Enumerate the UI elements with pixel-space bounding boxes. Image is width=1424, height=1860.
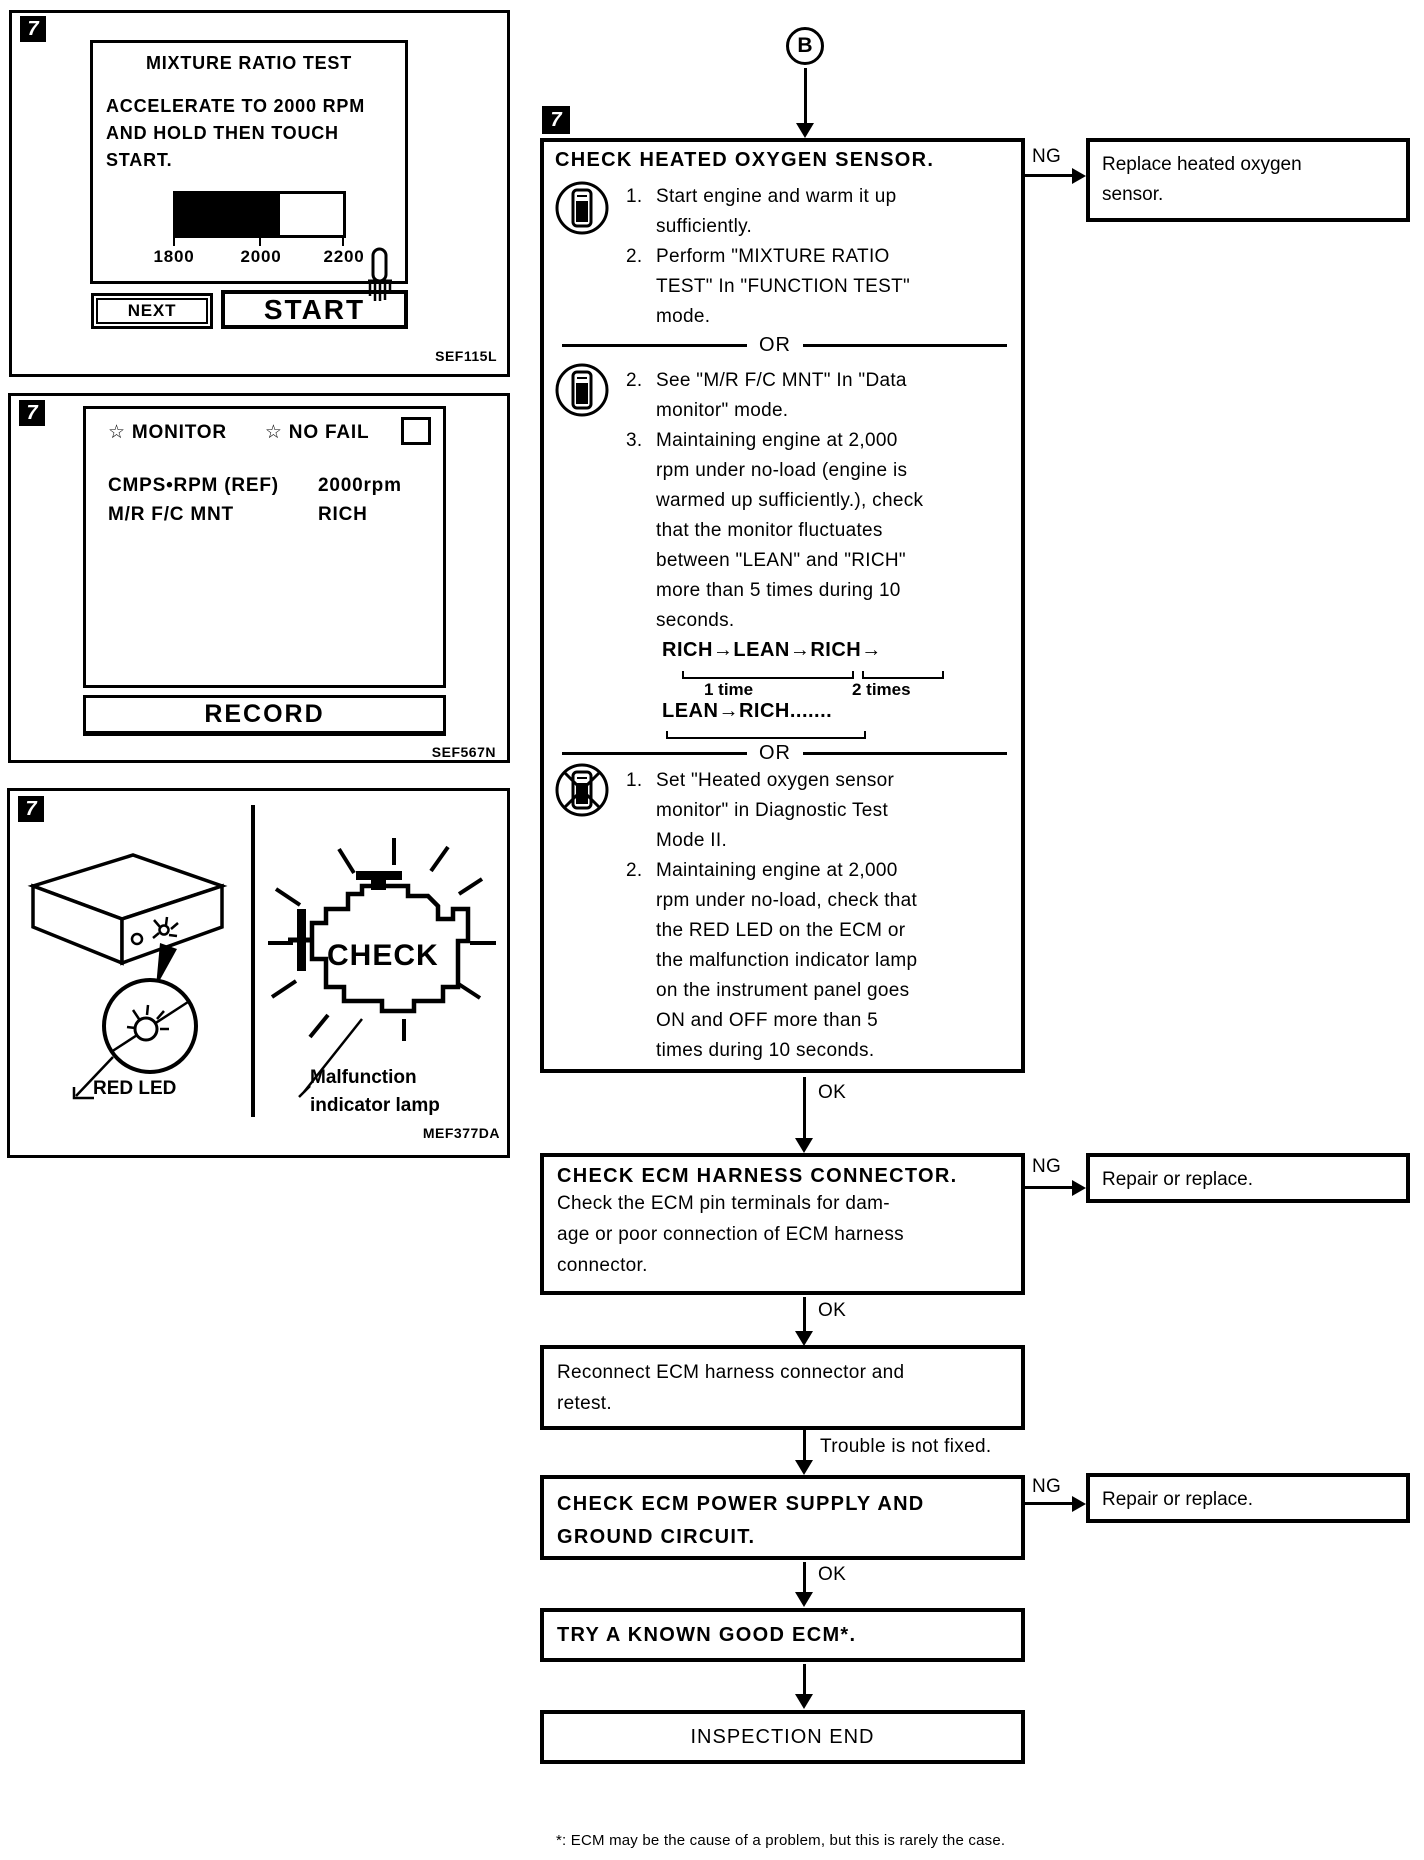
step3-reconnect-retest <box>540 1345 1025 1430</box>
item-number: 2. <box>626 860 643 881</box>
step2-title: CHECK ECM HARNESS CONNECTOR. <box>557 1165 958 1187</box>
monitor-rows <box>108 471 428 529</box>
flow-arrow-line <box>803 1664 806 1696</box>
screen-checkbox <box>401 417 431 445</box>
monitor-row-label: CMPS•RPM (REF) <box>108 475 279 496</box>
record-button: RECORD <box>83 695 446 736</box>
figure-mixture-ratio-test <box>9 10 510 377</box>
ok-label: OK <box>818 1082 847 1103</box>
sequence-bracket <box>682 671 854 679</box>
ok-arrowhead <box>795 1138 813 1153</box>
item-text: Maintaining engine at 2,000 rpm under no-load (engine is warmed up sufficiently.), check that the monitor fluctuates between "LEAN" and "RICH" more than 5 times during 10 seconds. <box>656 430 924 631</box>
result-repair-replace <box>1086 1473 1410 1523</box>
figure-code: SEF567N <box>431 744 496 760</box>
gauge-tick-label: 2200 <box>323 247 365 266</box>
item-number: 3. <box>626 430 643 451</box>
ng-arrow-line <box>1025 1502 1075 1505</box>
step6-title: INSPECTION END <box>690 1725 875 1748</box>
ng-label: NG <box>1032 1156 1062 1177</box>
monitor-row <box>108 471 428 500</box>
mil-label: Malfunction indicator lamp <box>310 1067 440 1116</box>
item-text: Maintaining engine at 2,000 rpm under no-load, check that the RED LED on the ECM or the malfunction indicator lamp on the instrument panel goes ON and OFF more than 5 times during 10 seconds. <box>656 860 918 1061</box>
step-number-badge: 7 <box>542 106 570 134</box>
sequence-bracket <box>666 731 866 739</box>
or-divider <box>562 742 1007 765</box>
list-item <box>626 182 1018 242</box>
item-text: Start engine and warm it up sufficiently. <box>656 186 897 237</box>
flow-arrow-line <box>804 68 807 126</box>
ng-arrow-line <box>1025 174 1075 177</box>
gauge-tick <box>342 238 344 246</box>
bracket-label: 1 time <box>704 680 754 699</box>
no-consult-tool-icon <box>554 762 610 818</box>
ng-arrowhead <box>1072 168 1086 184</box>
ng-arrowhead <box>1072 1496 1086 1512</box>
trouble-not-fixed-label: Trouble is not fixed. <box>820 1436 992 1457</box>
item-number: 1. <box>626 186 643 207</box>
step3-text: Reconnect ECM harness connector and retest. <box>557 1362 905 1414</box>
consult-screen <box>83 406 446 688</box>
step1-check-heated-oxygen-sensor <box>540 138 1025 1073</box>
step4-check-ecm-power-ground <box>540 1475 1025 1560</box>
figure-number-badge: 7 <box>18 796 44 822</box>
ok-label: OK <box>818 1300 847 1321</box>
screen-instructions: ACCELERATE TO 2000 RPM AND HOLD THEN TOUCH START. <box>106 96 365 170</box>
step5-title: TRY A KNOWN GOOD ECM*. <box>557 1624 857 1646</box>
divider-line <box>803 752 1007 755</box>
ok-arrow-line <box>803 1077 806 1139</box>
result-text: Repair or replace. <box>1102 1489 1254 1510</box>
start-button: START <box>221 290 408 329</box>
flow-arrowhead <box>795 1460 813 1475</box>
no-fail-label: ☆ NO FAIL <box>264 422 370 443</box>
monitor-label: ☆ MONITOR <box>108 422 227 443</box>
step1-method-c-list <box>626 766 1018 1066</box>
ng-label: NG <box>1032 1476 1062 1497</box>
flow-arrowhead <box>796 123 814 138</box>
item-text: See "M/R F/C MNT" In "Data monitor" mode. <box>656 370 907 421</box>
gauge-tick-label: 2000 <box>240 247 282 266</box>
gauge-tick <box>173 238 175 246</box>
item-number: 1. <box>626 770 643 791</box>
flow-arrowhead <box>795 1694 813 1709</box>
monitor-row-value: 2000rpm <box>318 475 402 496</box>
ng-arrowhead <box>1072 1180 1086 1196</box>
next-button: NEXT <box>91 293 213 329</box>
divider-line <box>562 752 747 755</box>
figure-data-monitor <box>8 393 510 763</box>
monitor-header <box>108 421 369 444</box>
result-text: Repair or replace. <box>1102 1169 1254 1190</box>
ok-label: OK <box>818 1564 847 1585</box>
step2-text: Check the ECM pin terminals for dam- age or poor connection of ECM harness connector. <box>557 1193 904 1276</box>
figure-code: SEF115L <box>435 348 497 364</box>
ok-arrowhead <box>795 1331 813 1346</box>
result-repair-replace <box>1086 1153 1410 1203</box>
figure-number-badge: 7 <box>20 16 46 42</box>
step2-check-ecm-harness <box>540 1153 1025 1295</box>
consult-tool-icon <box>554 362 610 418</box>
ok-arrow-line <box>803 1297 806 1333</box>
check-lamp-text: CHECK <box>327 939 439 972</box>
figure-ecm-mil <box>7 788 510 1158</box>
gauge-tick <box>259 238 261 246</box>
list-item <box>626 242 1018 332</box>
item-text: Perform "MIXTURE RATIO TEST" In "FUNCTION TEST" mode. <box>656 246 911 327</box>
ok-arrow-line <box>803 1562 806 1594</box>
item-text: Set "Heated oxygen sensor monitor" in Diagnostic Test Mode II. <box>656 770 895 851</box>
rpm-gauge <box>173 191 346 238</box>
flow-connector-circle: B <box>786 27 824 65</box>
footnote: *: ECM may be the cause of a problem, but this is rarely the case. <box>556 1832 1006 1849</box>
or-divider <box>562 334 1007 357</box>
list-item <box>626 856 1018 1066</box>
sequence-bracket <box>862 671 944 679</box>
item-number: 2. <box>626 370 643 391</box>
step5-try-known-good-ecm <box>540 1608 1025 1662</box>
consult-screen <box>90 40 408 284</box>
monitor-row <box>108 500 428 529</box>
step4-title: CHECK ECM POWER SUPPLY AND GROUND CIRCUIT. <box>557 1493 925 1548</box>
list-item <box>626 426 1018 636</box>
monitor-row-label: M/R F/C MNT <box>108 504 234 525</box>
or-label: OR <box>759 334 791 356</box>
list-item <box>626 766 1018 856</box>
or-label: OR <box>759 742 791 764</box>
flow-arrow-line <box>803 1430 806 1462</box>
rpm-gauge-fill <box>176 194 280 235</box>
step1-method-a-list <box>626 182 1018 332</box>
ng-label: NG <box>1032 146 1062 167</box>
step1-title: CHECK HEATED OXYGEN SENSOR. <box>555 149 935 171</box>
figure-number-badge: 7 <box>19 400 45 426</box>
screen-title: MIXTURE RATIO TEST <box>145 53 353 73</box>
consult-tool-icon <box>554 180 610 236</box>
step1-method-b-list <box>626 366 1018 636</box>
ok-arrowhead <box>795 1592 813 1607</box>
gauge-tick-label: 1800 <box>153 247 195 266</box>
red-led-label: RED LED <box>93 1078 177 1099</box>
list-item <box>626 366 1018 426</box>
divider-line <box>562 344 747 347</box>
result-replace-sensor: Replace heated oxygen sensor. <box>1086 138 1410 222</box>
item-number: 2. <box>626 246 643 267</box>
step6-inspection-end <box>540 1710 1025 1764</box>
figure-code: MEF377DA <box>422 1125 500 1141</box>
rich-lean-sequence: RICH→LEAN→RICH→ <box>662 639 882 661</box>
red-led-bulb <box>135 1018 157 1040</box>
lean-rich-sequence: LEAN→RICH....... <box>662 700 833 722</box>
divider-line <box>803 344 1007 347</box>
bracket-label: 2 times <box>852 680 911 699</box>
ng-arrow-line <box>1025 1186 1075 1189</box>
monitor-row-value: RICH <box>318 504 368 525</box>
